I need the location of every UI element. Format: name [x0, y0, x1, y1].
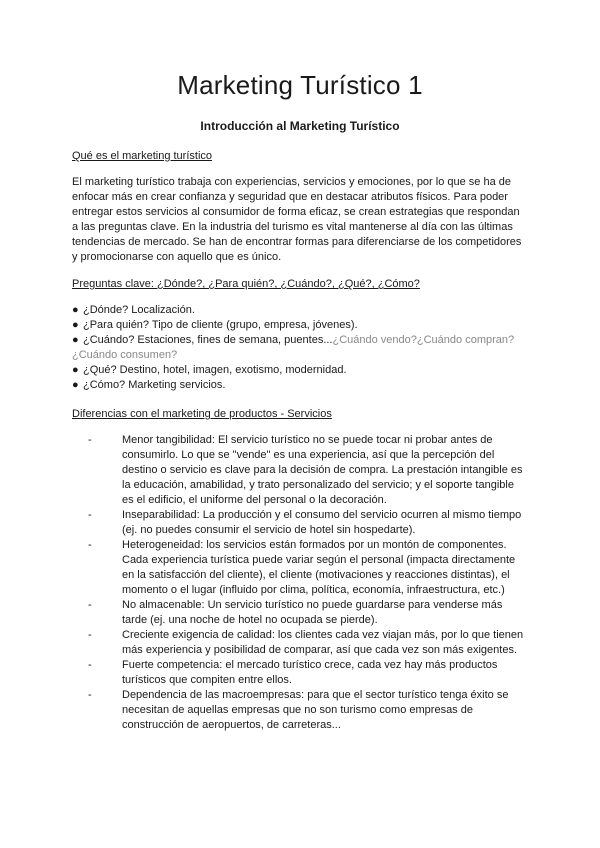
- list-item: ● ¿Cómo? Marketing servicios.: [72, 379, 226, 391]
- bullet-icon: ●: [72, 319, 79, 331]
- list-item: - Dependencia de las macroempresas: para que el sector turístico tenga éxito se necesitan de aquellas empresas que no son turismo como empresas de construcción de aeropuertos, de carreteras...: [88, 689, 509, 731]
- differences-list: [72, 433, 528, 733]
- intro-paragraph: El marketing turístico trabaja con experiencias, servicios y emociones, por lo que se ha de enfocar más en crear confianza y seguridad que en destacar atributos físicos. Para poder entregar estos servicios al consumidor de forma eficaz, se crean estrategias que respondan a las preguntas clave. En la industria del turismo es vital mantenerse al día con las últimas tendencias de mercado. Se han de encontrar formas para diferenciarse de los competidores y promocionarse con aquello que es único.: [72, 176, 522, 263]
- bullet-icon: ●: [72, 304, 79, 316]
- list-item: - Inseparabilidad: La producción y el consumo del servicio ocurren al mismo tiempo (ej. no puedes consumir el servicio de hotel sin hospedarte).: [88, 509, 522, 536]
- section-heading-what-is: Qué es el marketing turístico: [72, 150, 213, 162]
- dash-icon: -: [88, 509, 92, 521]
- document-subtitle: Introducción al Marketing Turístico: [200, 119, 400, 133]
- list-item: ● ¿Cuándo? Estaciones, fines de semana, puentes...¿Cuándo vendo?¿Cuándo compran? ¿Cuándo consumen?: [72, 334, 515, 361]
- list-item: - Heterogeneidad: los servicios están formados por un montón de componentes. Cada experiencia turística puede variar según el personal (impacta directamente en la satisfacción del cliente), el cliente (motivaciones y reacciones distintas), el momento o el lugar (influido por clima, política, economía, infraestructura, etc.): [88, 539, 516, 596]
- bullet-icon: ●: [72, 364, 79, 376]
- dash-icon: -: [88, 689, 92, 701]
- dash-icon: -: [88, 599, 92, 611]
- document-title: Marketing Turístico 1: [177, 70, 423, 100]
- list-item: - Menor tangibilidad: El servicio turístico no se puede tocar ni probar antes de consumirlo. Lo que se "vende" es una experiencia, así que la percepción del destino o servicio es clave para la decisión de compra. La prestación intangible es la educación, amabilidad, y trato personalizado del servicio; y el soporte tangible es el edificio, el uniforme del personal o la decoración.: [88, 434, 523, 506]
- bullet-icon: ●: [72, 379, 79, 391]
- list-item: - Fuerte competencia: el mercado turístico crece, cada vez hay más productos turísticos que compiten entre ellos.: [88, 659, 498, 686]
- list-item: - No almacenable: Un servicio turístico no puede guardarse para venderse más tarde (ej. una noche de hotel no ocupada se pierde).: [88, 599, 503, 626]
- bullet-icon: ●: [72, 334, 79, 346]
- dash-icon: -: [88, 539, 92, 551]
- list-item: ● ¿Dónde? Localización.: [72, 304, 195, 316]
- list-item: ● ¿Qué? Destino, hotel, imagen, exotismo, modernidad.: [72, 364, 347, 376]
- list-item: ● ¿Para quién? Tipo de cliente (grupo, empresa, jóvenes).: [72, 319, 358, 331]
- section-heading-key-questions: Preguntas clave: ¿Dónde?, ¿Para quién?, ¿Cuándo?, ¿Qué?, ¿Cómo?: [72, 278, 420, 290]
- key-questions-list: [72, 303, 528, 393]
- dash-icon: -: [88, 629, 92, 641]
- muted-note: ¿Cuándo vendo?¿Cuándo compran? ¿Cuándo consumen?: [72, 334, 515, 361]
- list-item: - Creciente exigencia de calidad: los clientes cada vez viajan más, por lo que tienen más experiencia y posibilidad de comparar, así que cada vez son más exigentes.: [88, 629, 524, 656]
- section-heading-differences: Diferencias con el marketing de productos - Servicios: [72, 408, 332, 420]
- dash-icon: -: [88, 434, 92, 446]
- dash-icon: -: [88, 659, 92, 671]
